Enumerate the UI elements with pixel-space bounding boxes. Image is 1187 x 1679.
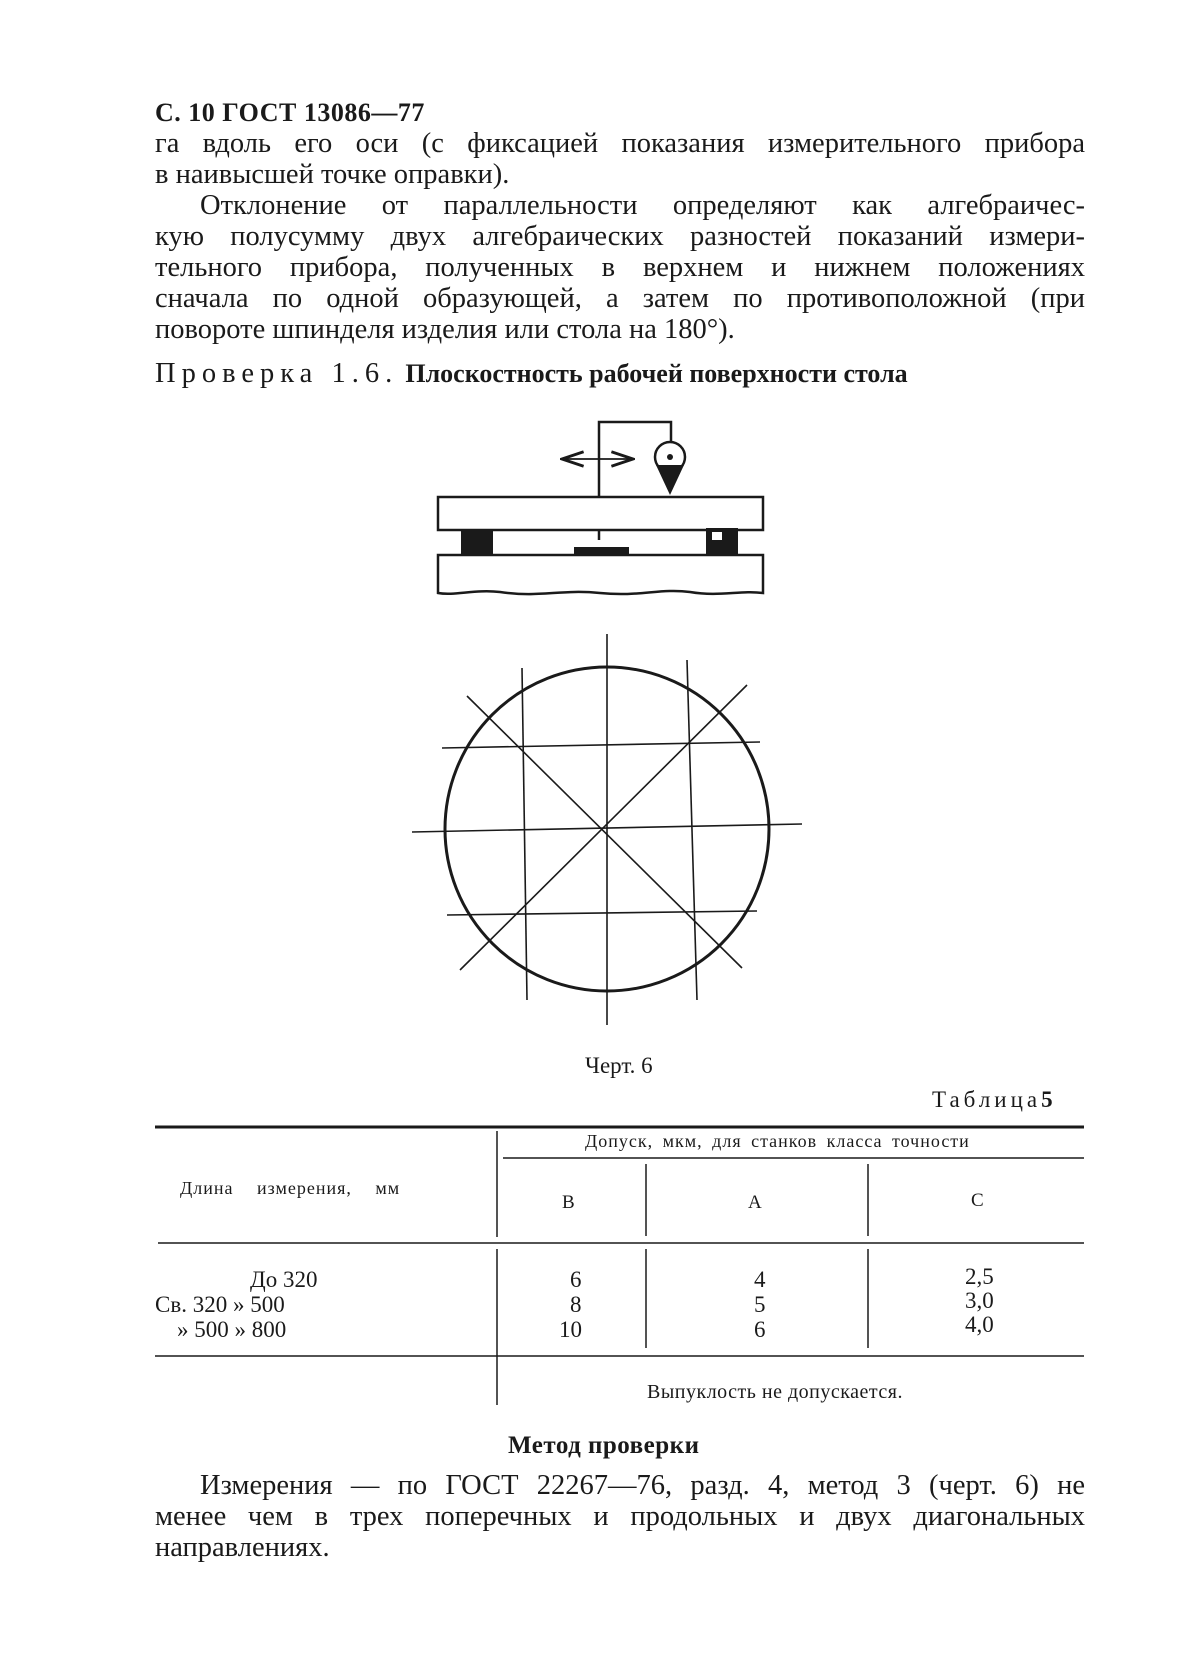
- method-line: Измерения — по ГОСТ 22267—76, разд. 4, метод 3 (черт. 6) не: [200, 1470, 1085, 1501]
- page-header: С. 10 ГОСТ 13086—77: [155, 98, 425, 127]
- method-heading: Метод проверки: [508, 1432, 700, 1459]
- check-title: Плоскостность рабочей поверхности стола: [405, 359, 908, 388]
- check-number: Проверка 1.6.: [155, 358, 399, 389]
- table-cell-class-b: 8: [570, 1292, 582, 1317]
- method-line: менее чем в трех поперечных и продольных и двух диагональных: [155, 1501, 1085, 1532]
- table-header-length: Длина измерения, мм: [180, 1178, 401, 1198]
- table-header-tolerance: Допуск, мкм, для станков класса точности: [585, 1131, 970, 1151]
- table-header-class-b: В: [562, 1192, 576, 1213]
- table-number: 5: [1041, 1087, 1053, 1112]
- table-cell-length: Св. 320 » 500: [155, 1292, 285, 1317]
- paragraph-2-line: повороте шпинделя изделия или стола на 180°).: [155, 314, 735, 345]
- table-cell-class-b: 10: [559, 1317, 582, 1342]
- table-cell-class-c: 2,5: [965, 1264, 994, 1289]
- paragraph-2-line: сначала по одной образующей, а затем по противоположной (при: [155, 283, 1085, 314]
- figure-caption: Черт. 6: [585, 1053, 653, 1078]
- method-paragraph: [155, 1470, 1085, 1563]
- paragraph-2-line: тельного прибора, полученных в верхнем и нижнем положениях: [155, 252, 1085, 283]
- table-header-class-c: С: [971, 1190, 985, 1211]
- table-cell-class-b: 6: [570, 1267, 582, 1292]
- table-cell-class-c: 3,0: [965, 1288, 994, 1313]
- table-cell-length: До 320: [250, 1267, 318, 1292]
- table-label-word: Таблица: [932, 1087, 1042, 1112]
- table-cell-class-a: 5: [754, 1292, 766, 1317]
- table-note: Выпуклость не допускается.: [647, 1381, 903, 1403]
- table-cell-class-a: 4: [754, 1267, 766, 1292]
- method-line: направлениях.: [155, 1532, 330, 1563]
- table-header-class-a: А: [748, 1192, 763, 1213]
- table-cell-class-c: 4,0: [965, 1312, 994, 1337]
- paragraph-2-line: Отклонение от параллельности определяют как алгебраичес-: [200, 190, 1085, 221]
- table-cell-class-a: 6: [754, 1317, 766, 1342]
- paragraph-1-line: га вдоль его оси (с фиксацией показания измерительного прибора: [155, 128, 1085, 159]
- paragraph-1-line: в наивысшей точке оправки).: [155, 159, 510, 190]
- table-cell-length: » 500 » 800: [177, 1317, 287, 1342]
- paragraph-2-line: кую полусумму двух алгебраических разностей показаний измери-: [155, 221, 1085, 252]
